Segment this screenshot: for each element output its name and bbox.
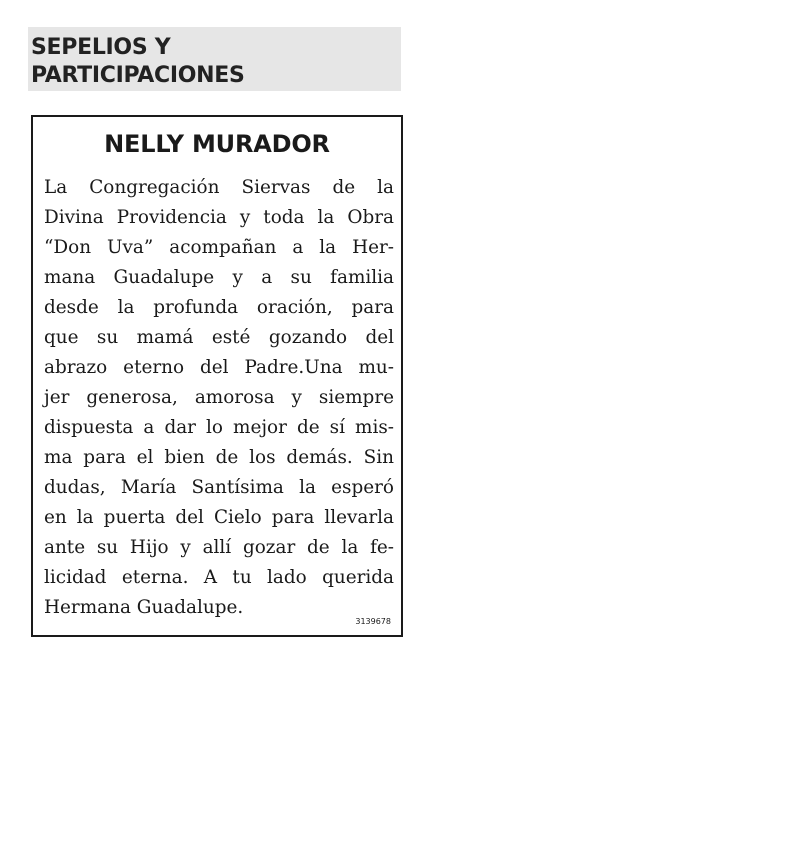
obituary-notice bbox=[31, 115, 403, 637]
notice-line: que su mamá esté gozando del bbox=[44, 327, 394, 348]
notice-line: Divina Providencia y toda la Obra bbox=[44, 207, 394, 228]
notice-line: en la puerta del Cielo para llevarla bbox=[44, 507, 394, 528]
notice-line: ma para el bien de los demás. Sin bbox=[44, 447, 394, 468]
notice-line: abrazo eterno del Padre.Una mu- bbox=[44, 357, 394, 378]
notice-line: desde la profunda oración, para bbox=[44, 297, 394, 318]
notice-line: dudas, María Santísima la esperó bbox=[44, 477, 394, 498]
section-title-line-2: PARTICIPACIONES bbox=[31, 63, 245, 88]
notice-line: mana Guadalupe y a su familia bbox=[44, 267, 394, 288]
notice-line: La Congregación Siervas de la bbox=[44, 177, 394, 198]
notice-line: ante su Hijo y allí gozar de la fe- bbox=[44, 537, 394, 558]
notice-name: NELLY MURADOR bbox=[104, 130, 330, 158]
notice-code: 3139678 bbox=[355, 617, 391, 626]
notice-line: jer generosa, amorosa y siempre bbox=[44, 387, 394, 408]
notice-line: licidad eterna. A tu lado querida bbox=[44, 567, 394, 588]
notice-line: dispuesta a dar lo mejor de sí mis- bbox=[44, 417, 394, 438]
section-header bbox=[28, 27, 401, 91]
notice-body bbox=[44, 173, 394, 623]
section-title-line-1: SEPELIOS Y bbox=[31, 35, 171, 60]
notice-line: “Don Uva” acompañan a la Her- bbox=[44, 237, 394, 258]
notice-line: Hermana Guadalupe. bbox=[44, 597, 244, 618]
